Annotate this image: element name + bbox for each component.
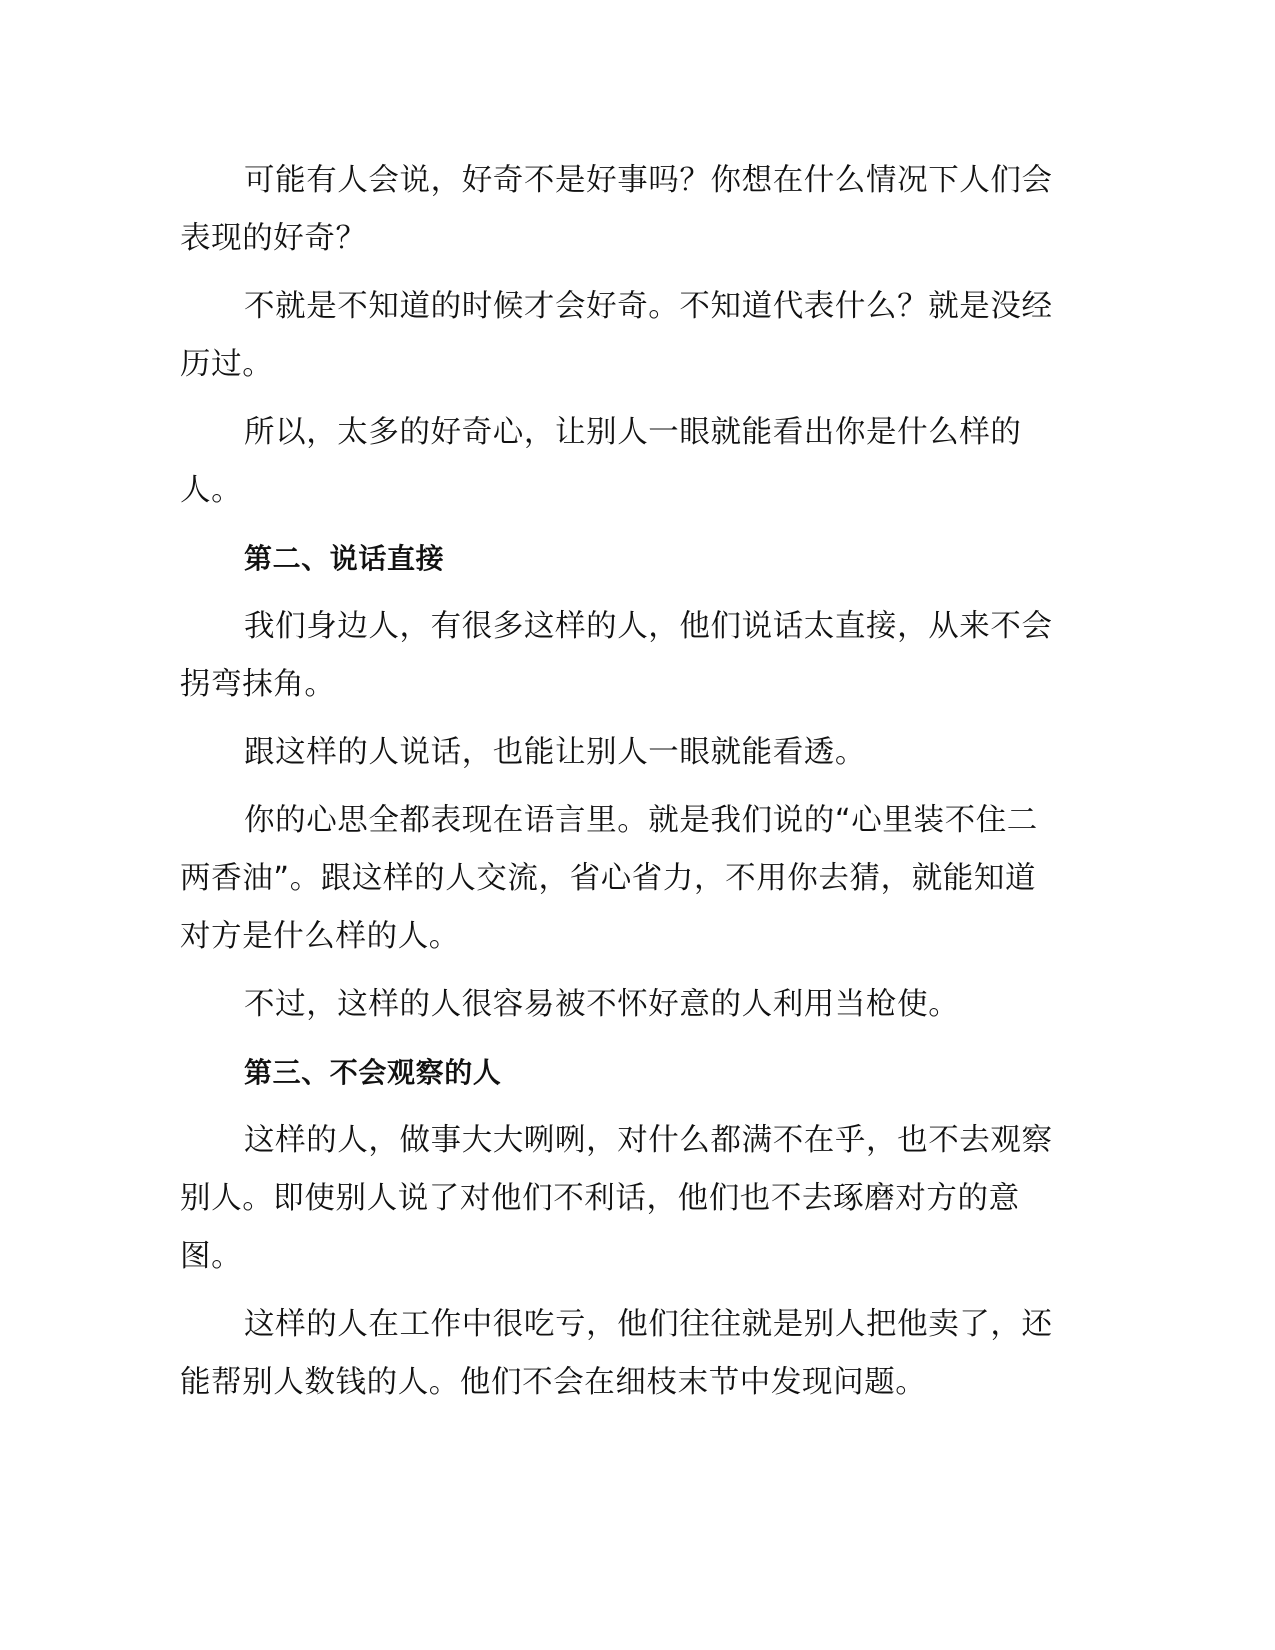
paragraph-not-observant: 这样的人，做事大大咧咧，对什么都满不在乎，也不去观察别人。即使别人说了对他们不利话，他们也不去琢磨对方的意图。 (180, 1123, 1053, 1274)
paragraph-thoughts-in-words: 你的心思全都表现在语言里。就是我们说的“心里装不住二两香油”。跟这样的人交流，省心省力，不用你去猜，就能知道对方是什么样的人。 (180, 803, 1038, 954)
paragraph-curiosity-conclusion: 所以，太多的好奇心，让别人一眼就能看出你是什么样的人。 (180, 415, 1022, 508)
section-heading-2: 第二、说话直接 (244, 542, 445, 575)
paragraph-curiosity-answer: 不就是不知道的时候才会好奇。不知道代表什么？就是没经历过。 (180, 289, 1053, 382)
section-heading-3: 第三、不会观察的人 (244, 1056, 502, 1089)
paragraph-used-as-tool: 不过，这样的人很容易被不怀好意的人利用当枪使。 (244, 987, 960, 1022)
paragraph-seen-through: 跟这样的人说话，也能让别人一眼就能看透。 (244, 735, 866, 770)
paragraph-loses-at-work: 这样的人在工作中很吃亏，他们往往就是别人把他卖了，还能帮别人数钱的人。他们不会在细枝末节中发现问题。 (180, 1307, 1053, 1400)
paragraph-curiosity-question: 可能有人会说，好奇不是好事吗？你想在什么情况下人们会表现的好奇？ (180, 163, 1053, 256)
paragraph-direct-speech: 我们身边人，有很多这样的人，他们说话太直接，从来不会拐弯抹角。 (180, 609, 1053, 702)
document-body (180, 152, 1058, 1412)
